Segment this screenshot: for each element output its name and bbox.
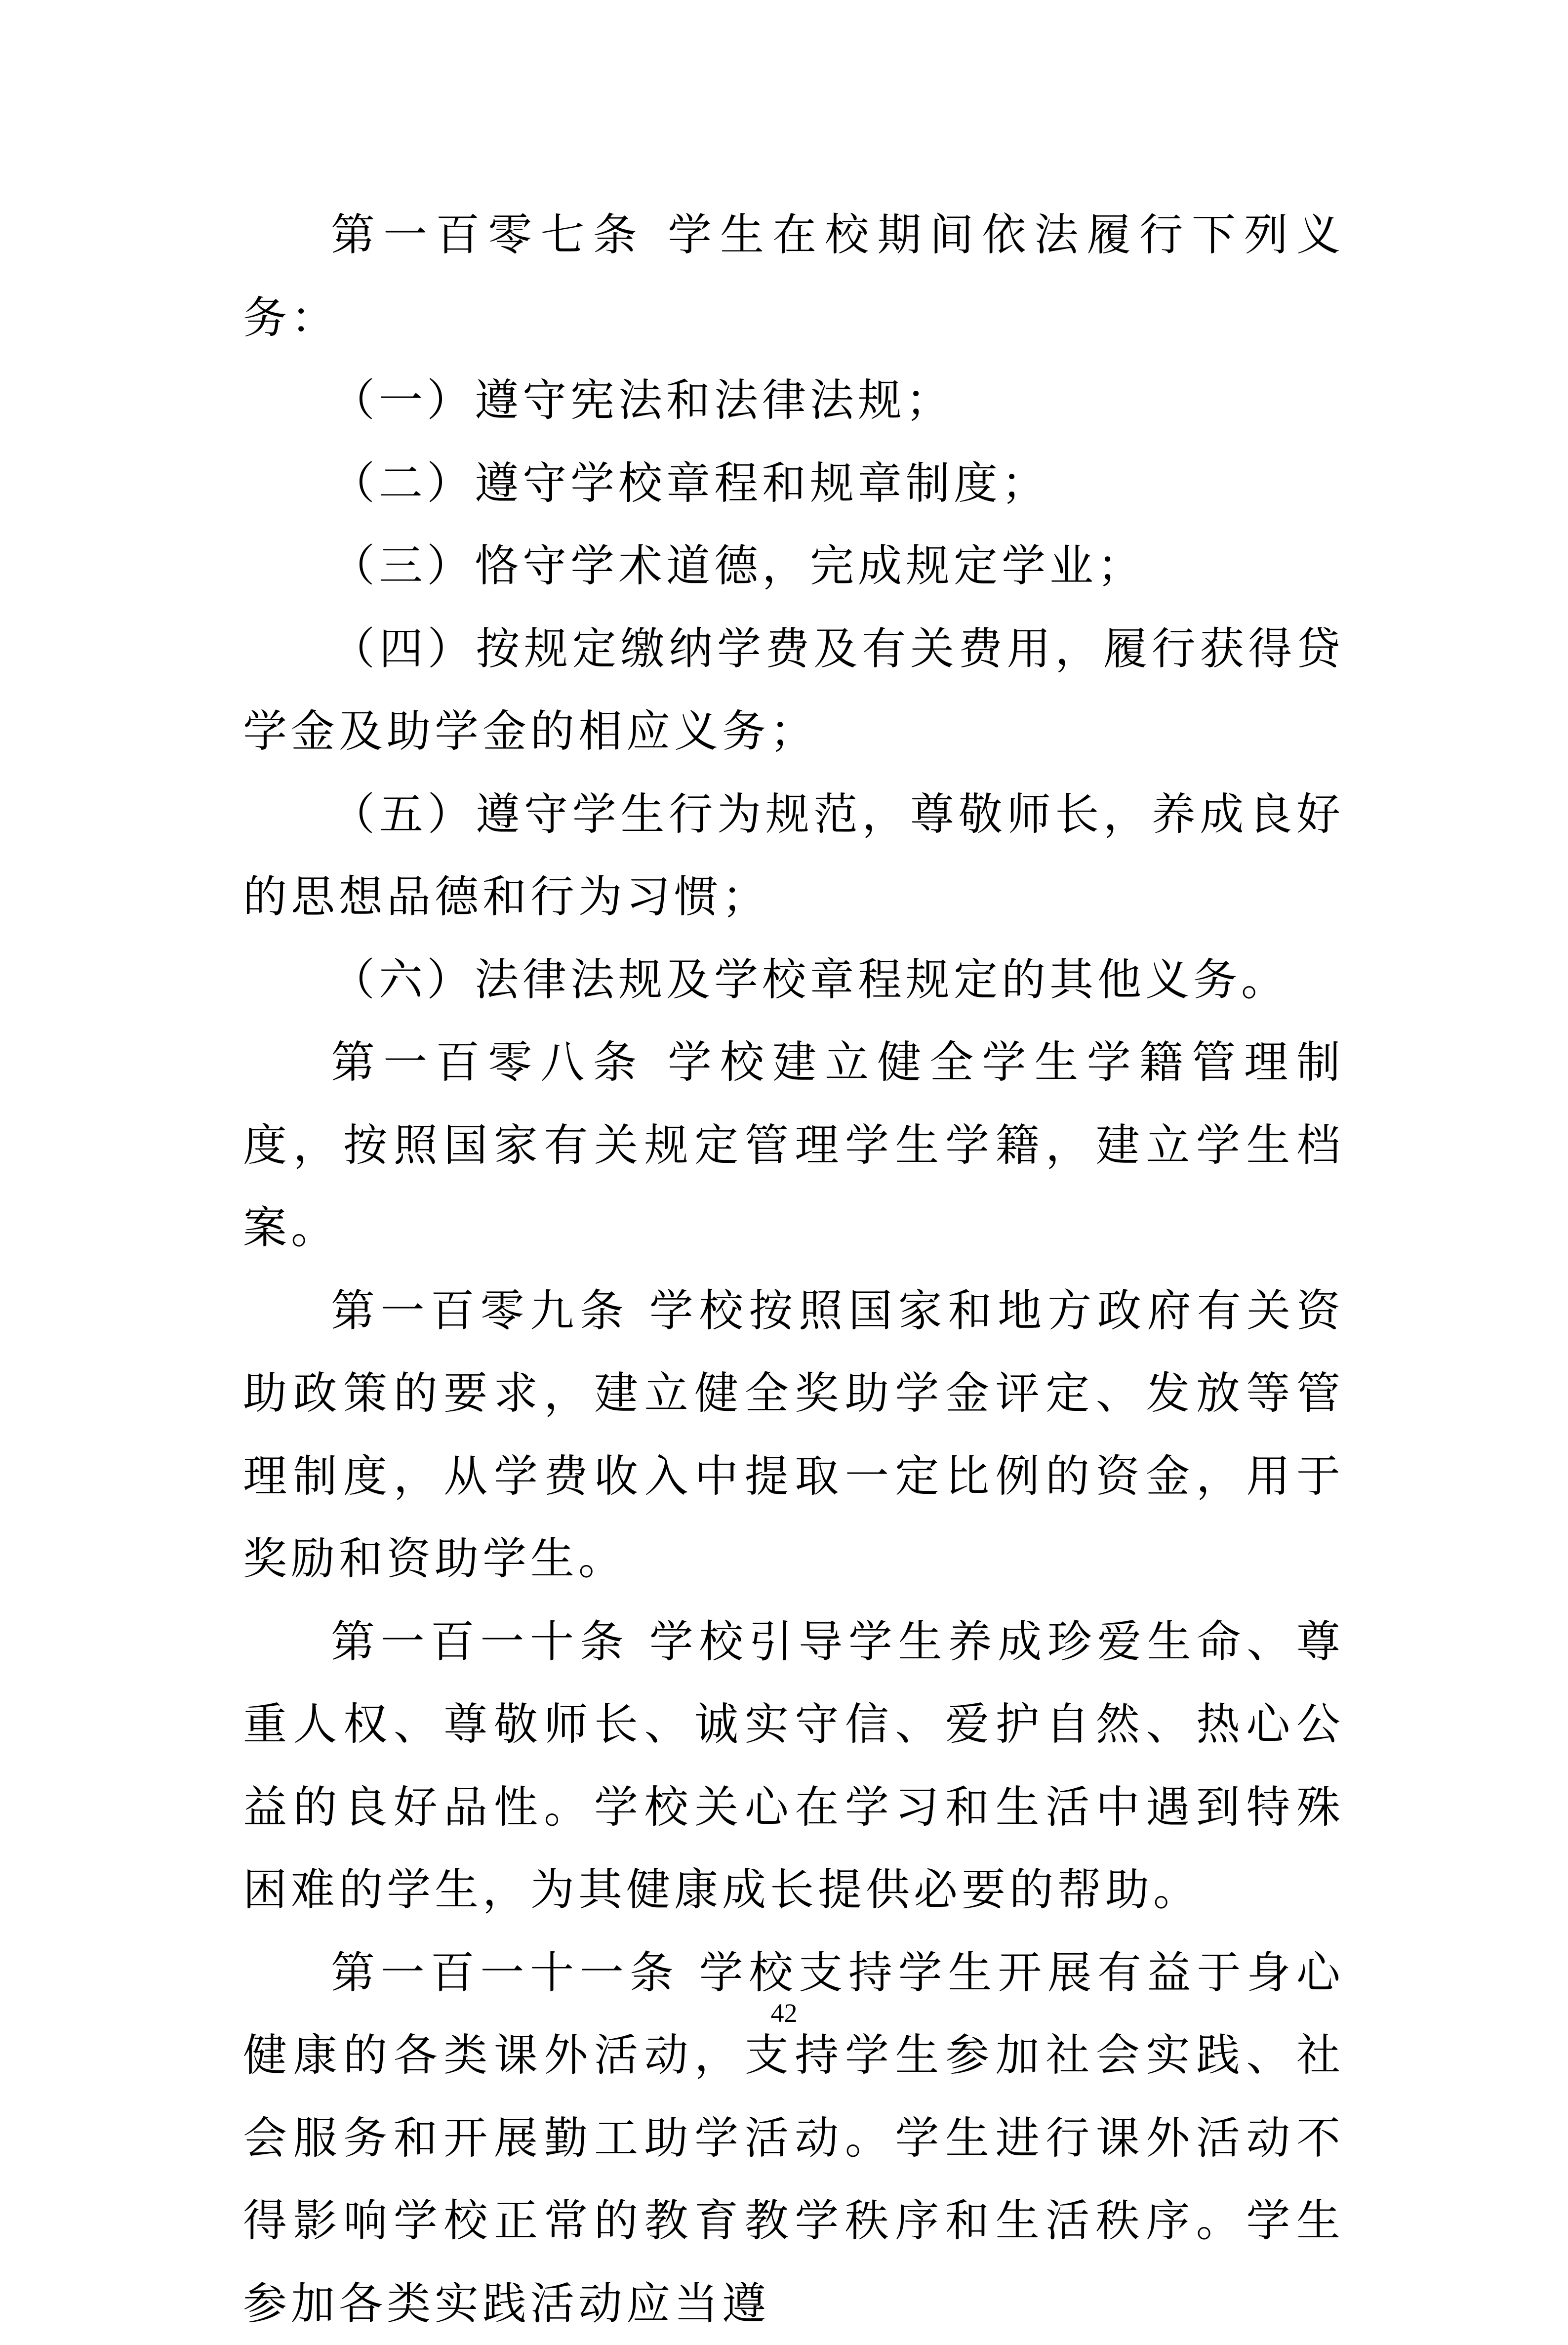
article-107-item-2: （二）遵守学校章程和规章制度； bbox=[243, 442, 1344, 525]
page-number: 42 bbox=[0, 1998, 1568, 2028]
article-111: 第一百一十一条 学校支持学生开展有益于身心健康的各类课外活动，支持学生参加社会实践、社会服务和开展勤工助学活动。学生进行课外活动不得影响学校正常的教育教学秩序和生活秩序。学生参加各类实践活动应当遵 bbox=[243, 1932, 1344, 2345]
article-107-heading: 第一百零七条 学生在校期间依法履行下列义务： bbox=[243, 194, 1344, 359]
article-110: 第一百一十条 学校引导学生养成珍爱生命、尊重人权、尊敬师长、诚实守信、爱护自然、热心公益的良好品性。学校关心在学习和生活中遇到特殊困难的学生，为其健康成长提供必要的帮助。 bbox=[243, 1601, 1344, 1932]
article-107-item-3: （三）恪守学术道德，完成规定学业； bbox=[243, 525, 1344, 608]
article-107-item-5: （五）遵守学生行为规范，尊敬师长，养成良好的思想品德和行为习惯； bbox=[243, 773, 1344, 939]
article-107-item-1: （一）遵守宪法和法律法规； bbox=[243, 359, 1344, 442]
article-107-item-4: （四）按规定缴纳学费及有关费用，履行获得贷学金及助学金的相应义务； bbox=[243, 608, 1344, 773]
article-109: 第一百零九条 学校按照国家和地方政府有关资助政策的要求，建立健全奖助学金评定、发放等管理制度，从学费收入中提取一定比例的资金，用于奖励和资助学生。 bbox=[243, 1270, 1344, 1601]
article-107-item-6: （六）法律法规及学校章程规定的其他义务。 bbox=[243, 939, 1344, 1022]
article-108: 第一百零八条 学校建立健全学生学籍管理制度，按照国家有关规定管理学生学籍，建立学生档案。 bbox=[243, 1021, 1344, 1270]
